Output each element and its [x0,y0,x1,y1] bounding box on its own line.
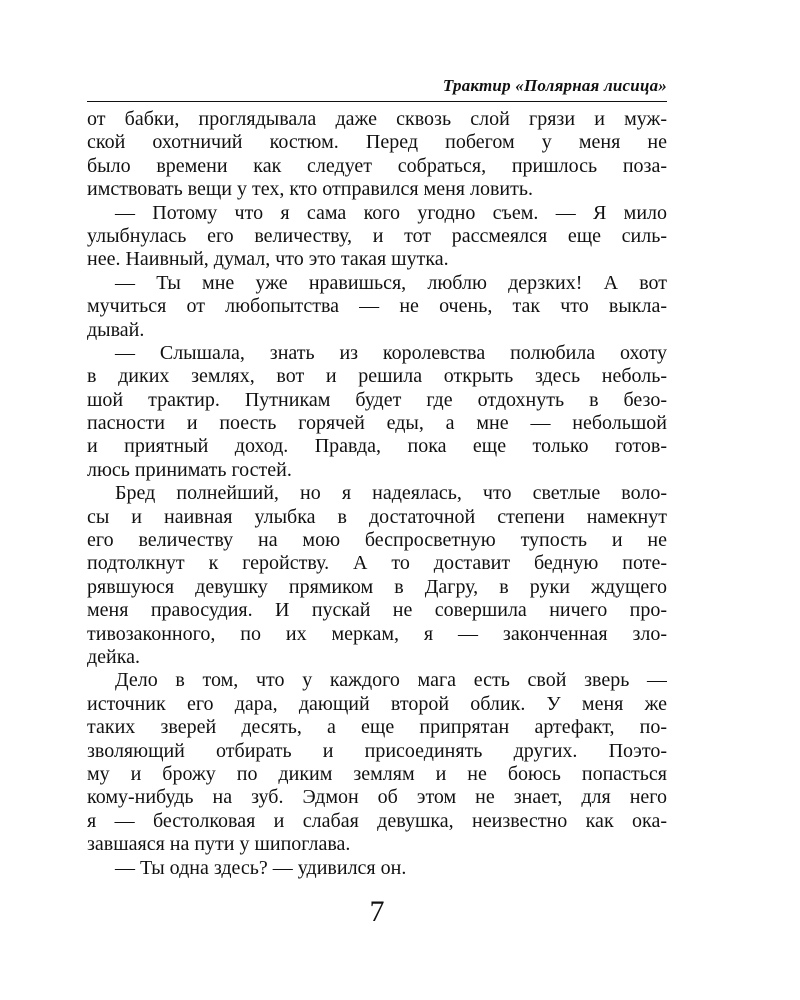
text-line: — Ты мне уже нравишься, люблю дерзких! А вот [115,271,667,294]
text-line: я — бестолковая и слабая девушка, неизвестно как ока- [87,809,667,832]
text-line: от бабки, проглядывала даже сквозь слой грязи и муж- [87,108,667,130]
text-line: — Слышала, знать из королевства полюбила охоту [115,341,667,364]
text-line: сы и наивная улыбка в достаточной степени намекнут [87,505,667,528]
text-line: и приятный доход. Правда, пока еще только готов- [87,435,667,458]
text-line: кому-нибудь на зуб. Эдмон об этом не знает, для него [87,786,667,809]
text-line: — Потому что я сама кого угодно съем. — Я мило [115,201,667,224]
text-line: его величеству на мою беспросветную тупость и не [87,529,667,552]
text-line: улыбнулась его величеству, и тот рассмеялся еще силь- [87,224,667,247]
text-line: было времени как следует собраться, пришлось поза- [87,154,667,177]
text-line: зволяющий отбирать и присоединять других. Поэто- [87,739,667,762]
header-rule [87,101,667,102]
text-line: му и брожу по диким землям и не боюсь попасться [87,762,667,785]
body-text [87,108,667,880]
text-line: пасности и поесть горячей еды, а мне — небольшой [87,412,667,435]
text-line: дывай. [87,318,145,341]
page-number: 7 [369,895,385,928]
text-line: люсь принимать гостей. [87,458,292,481]
text-line: шой трактир. Путникам будет где отдохнуть в безо- [87,388,667,411]
text-line: рявшуюся девушку прямиком в Дагру, в руки ждущего [87,575,667,598]
text-line: мучиться от любопытства — не очень, так что выкла- [87,295,667,318]
text-line: имствовать вещи у тех, кто отправился меня ловить. [87,178,533,201]
text-line: тивозаконного, по их меркам, я — законченная зло- [87,622,667,645]
text-line: в диких землях, вот и решила открыть здесь неболь- [87,365,667,388]
running-header: Трактир «Полярная лисица» [442,76,667,95]
text-line: подтолкнут к геройству. А то доставит бедную поте- [87,552,667,575]
text-line: Бред полнейший, но я надеялась, что светлые воло- [115,482,667,505]
text-line: меня правосудия. И пускай не совершила ничего про- [87,599,667,622]
text-line: источник его дара, дающий второй облик. У меня же [87,692,667,715]
text-line: ской охотничий костюм. Перед побегом у меня не [87,131,667,154]
text-line: таких зверей десять, а еще припрятан артефакт, по- [87,716,667,739]
text-line: Дело в том, что у каждого мага есть свой зверь — [115,669,667,692]
text-line: завшаяся на пути у шипоглава. [87,833,351,856]
book-page [87,0,667,1000]
text-line: дейка. [87,645,141,668]
text-line: — Ты одна здесь? — удивился он. [115,856,407,879]
text-line: нее. Наивный, думал, что это такая шутка. [87,248,449,271]
